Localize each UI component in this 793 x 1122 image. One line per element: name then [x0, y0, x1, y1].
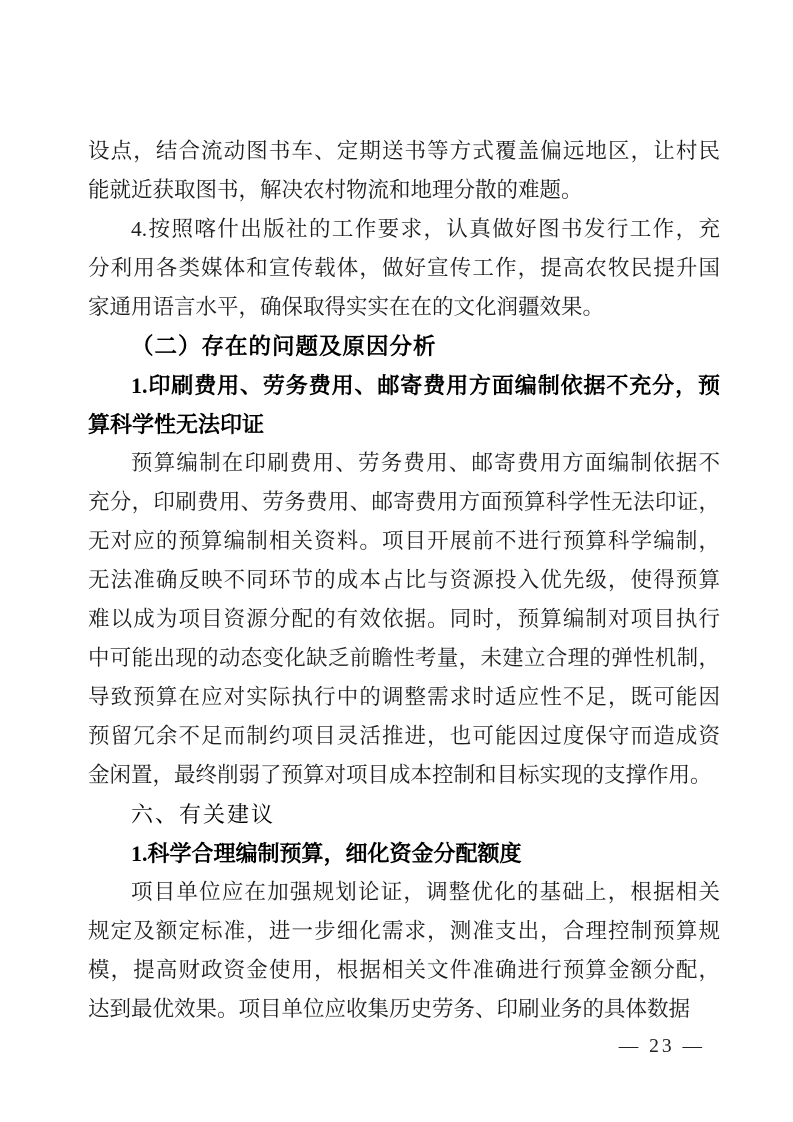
text-line: （二）存在的问题及原因分析	[131, 334, 437, 359]
text-line: 能就近获取图书，解决农村物流和地理分散的难题。	[88, 178, 583, 202]
paragraph	[88, 873, 720, 1029]
text-line: 项目单位应在加强规划论证，调整优化的基础上，根据相关	[131, 880, 720, 904]
numbered-heading	[88, 834, 720, 873]
text-line: 充分，印刷费用、劳务费用、邮寄费用方面预算科学性无法印证，	[88, 490, 720, 514]
text-line: 模，提高财政资金使用，根据相关文件准确进行预算金额分配，	[88, 958, 720, 982]
text-line: 导致预算在应对实际执行中的调整需求时适应性不足，既可能因	[88, 685, 720, 709]
section-heading	[88, 795, 720, 834]
subsection-heading	[88, 327, 720, 366]
text-line: 预留冗余不足而制约项目灵活推进，也可能因过度保守而造成资	[88, 724, 720, 748]
page-number: — 23 —	[618, 1036, 705, 1057]
text-line: 金闲置，最终削弱了预算对项目成本控制和目标实现的支撑作用。	[88, 763, 712, 787]
text-line: 分利用各类媒体和宣传载体，做好宣传工作，提高农牧民提升国	[88, 256, 720, 280]
text-line: 达到最优效果。项目单位应收集历史劳务、印刷业务的具体数据	[88, 997, 691, 1021]
text-line: 预算编制在印刷费用、劳务费用、邮寄费用方面编制依据不	[131, 451, 720, 475]
text-line: 六、有关建议	[131, 802, 276, 827]
paragraph	[88, 132, 720, 210]
text-line: 无法准确反映不同环节的成本占比与资源投入优先级，使得预算	[88, 568, 720, 592]
numbered-heading	[88, 366, 720, 444]
text-line: 无对应的预算编制相关资料。项目开展前不进行预算科学编制，	[88, 529, 720, 553]
text-line: 难以成为项目资源分配的有效依据。同时，预算编制对项目执行	[88, 607, 720, 631]
text-line: 1.科学合理编制预算，细化资金分配额度	[131, 841, 522, 866]
text-line: 设点，结合流动图书车、定期送书等方式覆盖偏远地区，让村民	[88, 139, 720, 163]
text-line: 规定及额定标准，进一步细化需求，测准支出，合理控制预算规	[88, 919, 720, 943]
paragraph	[88, 444, 720, 795]
paragraph	[88, 210, 720, 327]
text-line: 中可能出现的动态变化缺乏前瞻性考量，未建立合理的弹性机制，	[88, 646, 720, 670]
text-line: 算科学性无法印证	[88, 412, 265, 437]
document-content	[88, 132, 720, 1029]
text-line: 家通用语言水平，确保取得实实在在的文化润疆效果。	[88, 295, 605, 319]
text-line: 1.印刷费用、劳务费用、邮寄费用方面编制依据不充分，预	[131, 373, 720, 398]
text-line: 4.按照喀什出版社的工作要求，认真做好图书发行工作，充	[131, 217, 720, 241]
